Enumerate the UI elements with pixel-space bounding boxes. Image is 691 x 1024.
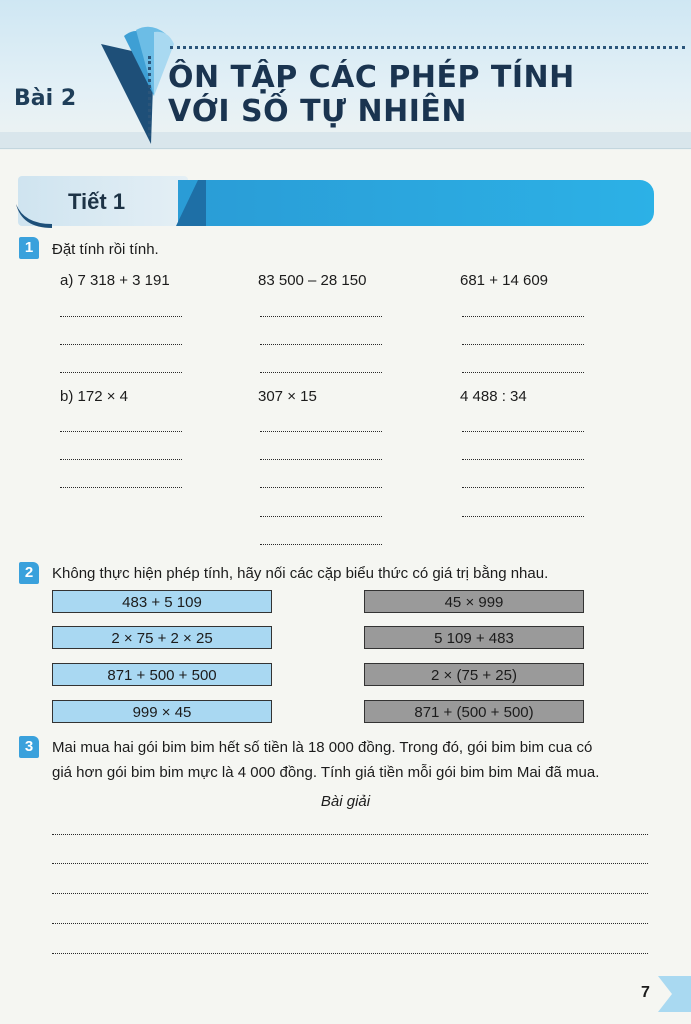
solution-answer-line[interactable]: [52, 893, 648, 894]
answer-line[interactable]: [60, 344, 182, 345]
match-right-box[interactable]: 871 + (500 + 500): [364, 700, 584, 723]
lesson-label: Bài 2: [14, 86, 77, 111]
answer-line[interactable]: [260, 344, 382, 345]
answer-line[interactable]: [462, 459, 584, 460]
answer-line[interactable]: [260, 459, 382, 460]
section-title: Tiết 1: [68, 189, 126, 214]
section-banner-bar: [178, 180, 654, 226]
answer-line[interactable]: [260, 544, 382, 545]
answer-line[interactable]: [462, 516, 584, 517]
match-left-box[interactable]: 871 + 500 + 500: [52, 663, 272, 686]
answer-line[interactable]: [260, 431, 382, 432]
page-title-line1: ÔN TẬP CÁC PHÉP TÍNH: [168, 60, 575, 95]
match-right-box[interactable]: 45 × 999: [364, 590, 584, 613]
answer-line[interactable]: [462, 372, 584, 373]
answer-line[interactable]: [260, 316, 382, 317]
answer-line[interactable]: [60, 459, 182, 460]
exercise-1b-expr-1: b) 172 × 4: [60, 388, 128, 405]
match-left-box[interactable]: 2 × 75 + 2 × 25: [52, 626, 272, 649]
answer-line[interactable]: [60, 372, 182, 373]
exercise-2-badge: 2: [19, 562, 39, 584]
exercise-1a-expr-2: 83 500 – 28 150: [258, 272, 367, 289]
exercise-1-badge: 1: [19, 237, 39, 259]
header-dotted-line: [170, 46, 685, 49]
answer-line[interactable]: [260, 516, 382, 517]
exercise-1b-expr-3: 4 488 : 34: [460, 388, 527, 405]
exercise-1b-expr-2: 307 × 15: [258, 388, 317, 405]
banner-slant-icon: [176, 180, 206, 226]
banner-hook-icon: [14, 200, 54, 230]
solution-answer-line[interactable]: [52, 923, 648, 924]
answer-line[interactable]: [60, 316, 182, 317]
fan-decoration-icon: [96, 26, 176, 146]
match-left-box[interactable]: 999 × 45: [52, 700, 272, 723]
answer-line[interactable]: [462, 344, 584, 345]
page-number: 7: [641, 984, 650, 1001]
solution-answer-line[interactable]: [52, 834, 648, 835]
solution-answer-line[interactable]: [52, 863, 648, 864]
exercise-3-text-line1: Mai mua hai gói bim bim hết số tiền là 18 000 đồng. Trong đó, gói bim bim cua có: [52, 739, 593, 756]
answer-line[interactable]: [60, 487, 182, 488]
exercise-2-instruction: Không thực hiện phép tính, hãy nối các cặp biểu thức có giá trị bằng nhau.: [52, 565, 549, 582]
match-left-box[interactable]: 483 + 5 109: [52, 590, 272, 613]
exercise-3-badge: 3: [19, 736, 39, 758]
answer-line[interactable]: [462, 431, 584, 432]
exercise-1-instruction: Đặt tính rồi tính.: [52, 241, 159, 258]
exercise-1a-expr-3: 681 + 14 609: [460, 272, 549, 289]
answer-line[interactable]: [462, 487, 584, 488]
page-title-line2: VỚI SỐ TỰ NHIÊN: [168, 94, 468, 129]
exercise-3-text-line2: giá hơn gói bim bim mực là 4 000 đồng. Tính giá tiền mỗi gói bim bim Mai đã mua.: [52, 764, 600, 781]
solution-answer-line[interactable]: [52, 953, 648, 954]
header-dotted-line-vertical: [148, 56, 151, 136]
answer-line[interactable]: [260, 372, 382, 373]
answer-line[interactable]: [462, 316, 584, 317]
answer-line[interactable]: [60, 431, 182, 432]
page-tab-arrow-icon: [658, 976, 691, 1012]
match-right-box[interactable]: 5 109 + 483: [364, 626, 584, 649]
match-right-box[interactable]: 2 × (75 + 25): [364, 663, 584, 686]
solution-heading: Bài giải: [320, 793, 371, 810]
exercise-1a-expr-1: a) 7 318 + 3 191: [60, 272, 170, 289]
answer-line[interactable]: [260, 487, 382, 488]
